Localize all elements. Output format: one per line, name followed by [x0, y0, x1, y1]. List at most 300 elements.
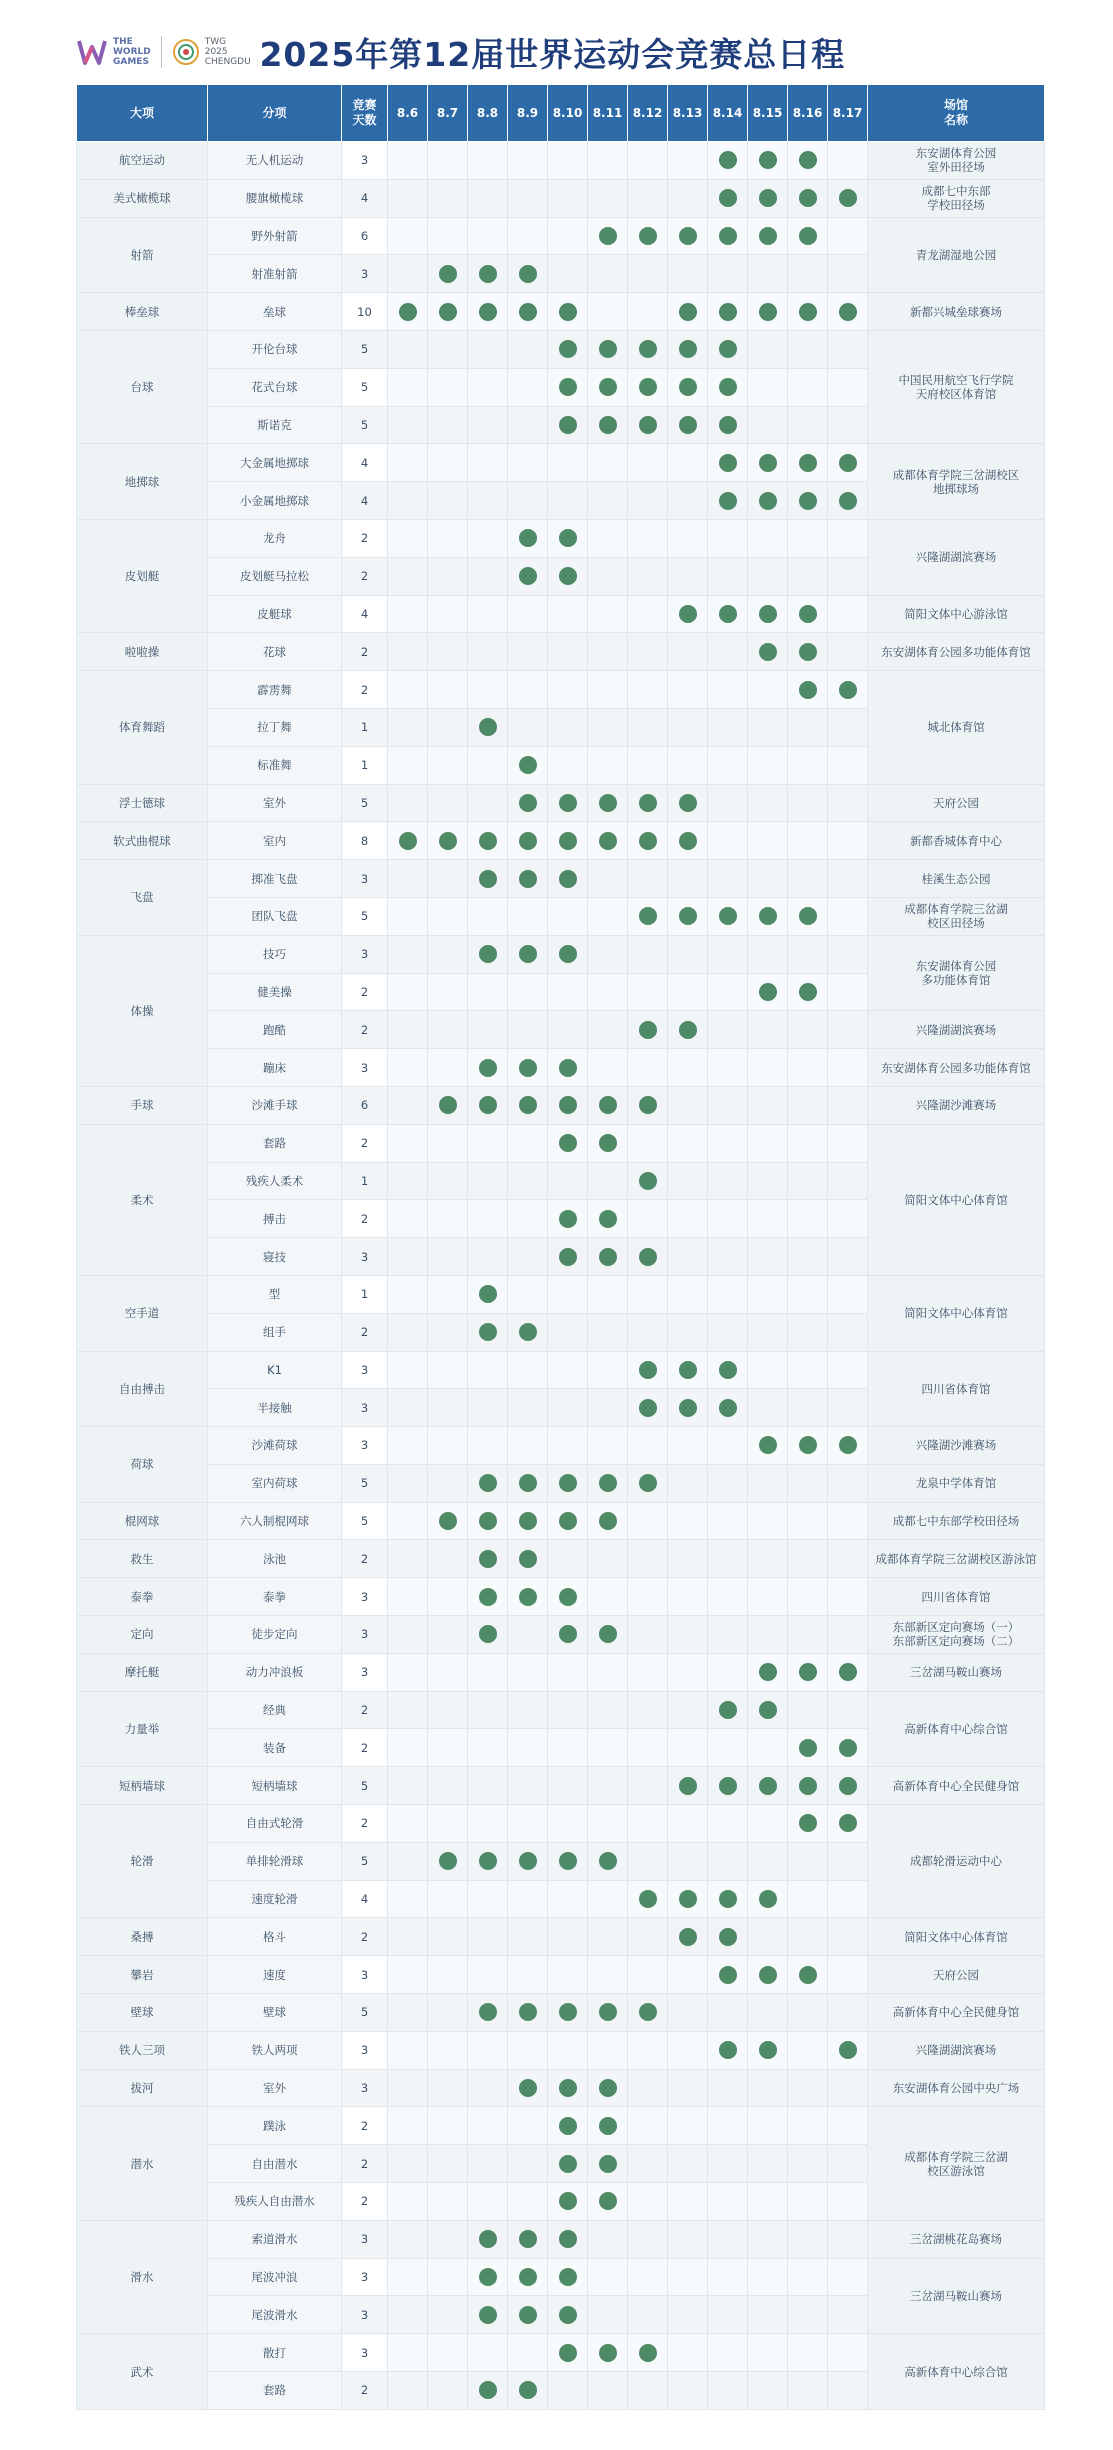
chengdu-logo-text [205, 37, 251, 67]
venue-line: 兴隆湖湖滨赛场 [915, 1022, 997, 1037]
date-cell [708, 1805, 748, 1843]
competition-day-dot-icon [639, 2003, 657, 2021]
competition-day-dot-icon [759, 454, 777, 472]
competition-day-dot-icon [679, 1928, 697, 1946]
competition-day-dot-icon [719, 303, 737, 321]
date-cell [828, 2107, 868, 2145]
date-cell [548, 142, 588, 180]
date-cell [628, 1805, 668, 1843]
date-cell [548, 897, 588, 935]
venue-name [868, 519, 1045, 595]
date-cell [748, 444, 788, 482]
date-cell [508, 293, 548, 331]
discipline-name: 型 [208, 1275, 342, 1313]
date-cell [588, 1691, 628, 1729]
date-cell [508, 1464, 548, 1502]
date-cell [508, 1691, 548, 1729]
venue-line: 室外田径场 [927, 160, 985, 175]
competition-day-dot-icon [479, 1625, 497, 1643]
date-cell [388, 671, 428, 709]
date-cell [748, 1427, 788, 1465]
date-cell [388, 444, 428, 482]
competition-day-dot-icon [639, 1361, 657, 1379]
competition-days: 4 [342, 179, 388, 217]
date-cell [588, 671, 628, 709]
date-cell [428, 1464, 468, 1502]
competition-day-dot-icon [639, 907, 657, 925]
date-cell [788, 2296, 828, 2334]
date-cell [788, 2069, 828, 2107]
competition-day-dot-icon [519, 1096, 537, 1114]
date-cell [388, 860, 428, 898]
date-cell [828, 822, 868, 860]
discipline-name: 室内 [208, 822, 342, 860]
date-cell [388, 1351, 428, 1389]
date-cell [748, 746, 788, 784]
competition-days: 2 [342, 1805, 388, 1843]
competition-days: 5 [342, 330, 388, 368]
venue-name [868, 595, 1045, 633]
sport-name: 射箭 [77, 217, 208, 293]
competition-day-dot-icon [759, 605, 777, 623]
date-cell [788, 1767, 828, 1805]
date-cell [388, 1842, 428, 1880]
date-cell [548, 2296, 588, 2334]
date-cell [508, 255, 548, 293]
date-cell [788, 1880, 828, 1918]
competition-day-dot-icon [599, 1096, 617, 1114]
date-cell [428, 444, 468, 482]
date-cell [788, 368, 828, 406]
date-cell [548, 746, 588, 784]
competition-day-dot-icon [479, 1474, 497, 1492]
competition-days: 4 [342, 595, 388, 633]
competition-day-dot-icon [679, 1021, 697, 1039]
date-cell [668, 1880, 708, 1918]
competition-day-dot-icon [559, 1512, 577, 1530]
competition-day-dot-icon [839, 189, 857, 207]
date-cell [668, 255, 708, 293]
date-cell [628, 1200, 668, 1238]
date-cell [428, 1540, 468, 1578]
date-cell [508, 2069, 548, 2107]
sport-name: 救生 [77, 1540, 208, 1578]
discipline-name: 健美操 [208, 973, 342, 1011]
date-cell [668, 179, 708, 217]
venue-line: 四川省体育馆 [921, 1589, 991, 1604]
competition-day-dot-icon [559, 2344, 577, 2362]
date-cell [748, 330, 788, 368]
date-cell [668, 897, 708, 935]
date-cell [668, 973, 708, 1011]
table-row [77, 1464, 1045, 1502]
date-cell [508, 1956, 548, 1994]
date-cell [668, 1956, 708, 1994]
date-cell [508, 1502, 548, 1540]
date-cell [588, 1200, 628, 1238]
date-cell [548, 1880, 588, 1918]
venue-line: 校区田径场 [927, 916, 985, 931]
competition-day-dot-icon [519, 832, 537, 850]
date-cell [548, 217, 588, 255]
date-cell [748, 368, 788, 406]
date-cell [668, 2296, 708, 2334]
competition-day-dot-icon [719, 1399, 737, 1417]
competition-days: 3 [342, 2031, 388, 2069]
competition-days: 2 [342, 2372, 388, 2410]
date-cell [828, 1805, 868, 1843]
date-cell [748, 557, 788, 595]
date-cell [388, 1691, 428, 1729]
date-cell [748, 2296, 788, 2334]
date-cell [468, 1880, 508, 1918]
logo-divider [161, 36, 162, 68]
competition-day-dot-icon [599, 832, 617, 850]
date-cell [428, 935, 468, 973]
discipline-name: 蹼泳 [208, 2107, 342, 2145]
venue-line: 成都体育学院三岔湖校区游泳馆 [875, 1551, 1037, 1566]
sport-name: 桑搏 [77, 1918, 208, 1956]
sport-name: 体育舞蹈 [77, 671, 208, 784]
date-cell [428, 1011, 468, 1049]
date-cell [708, 2069, 748, 2107]
date-cell [468, 2183, 508, 2221]
date-cell [828, 1238, 868, 1276]
date-cell [588, 406, 628, 444]
date-cell [588, 1540, 628, 1578]
venue-line: 成都体育学院三岔湖 [904, 2149, 1008, 2164]
date-cell [668, 822, 708, 860]
date-cell [788, 330, 828, 368]
date-cell [388, 557, 428, 595]
date-cell [788, 1238, 828, 1276]
table-row [77, 179, 1045, 217]
venue-name [868, 2258, 1045, 2334]
date-cell [708, 142, 748, 180]
date-cell [828, 633, 868, 671]
date-cell [548, 1200, 588, 1238]
competition-day-dot-icon [399, 303, 417, 321]
date-cell [788, 708, 828, 746]
competition-day-dot-icon [759, 1966, 777, 1984]
competition-days: 2 [342, 633, 388, 671]
date-cell [708, 595, 748, 633]
date-cell [628, 482, 668, 520]
date-cell [508, 482, 548, 520]
date-cell [588, 2183, 628, 2221]
date-cell [628, 2372, 668, 2410]
date-cell [468, 1389, 508, 1427]
date-cell [548, 293, 588, 331]
date-cell [548, 1767, 588, 1805]
competition-day-dot-icon [559, 2306, 577, 2324]
competition-days: 2 [342, 1124, 388, 1162]
competition-day-dot-icon [479, 2003, 497, 2021]
date-cell [708, 633, 748, 671]
date-cell [748, 1653, 788, 1691]
page-title: 2025年第12届世界运动会竞赛总日程 [259, 34, 846, 74]
date-cell [828, 330, 868, 368]
competition-day-dot-icon [559, 529, 577, 547]
date-cell [828, 1578, 868, 1616]
date-cell [668, 671, 708, 709]
header-days-line: 天数 [352, 113, 377, 127]
date-cell [788, 633, 828, 671]
competition-days: 2 [342, 1313, 388, 1351]
date-cell [748, 179, 788, 217]
date-cell [428, 255, 468, 293]
date-cell [468, 2145, 508, 2183]
date-cell [788, 671, 828, 709]
table-row [77, 519, 1045, 557]
date-cell [428, 1389, 468, 1427]
competition-day-dot-icon [559, 567, 577, 585]
date-cell [628, 330, 668, 368]
competition-days: 2 [342, 1540, 388, 1578]
date-cell [508, 1767, 548, 1805]
competition-days: 3 [342, 1389, 388, 1427]
chengdu-emblem-icon [172, 38, 200, 66]
date-cell [588, 1427, 628, 1465]
table-row [77, 2220, 1045, 2258]
date-cell [748, 1918, 788, 1956]
competition-day-dot-icon [439, 832, 457, 850]
date-cell [388, 519, 428, 557]
venue-line: 多功能体育馆 [921, 973, 991, 988]
date-cell [748, 2031, 788, 2069]
table-row [77, 1049, 1045, 1087]
venue-line: 高新体育中心综合馆 [904, 2364, 1008, 2379]
date-cell [708, 2107, 748, 2145]
sport-name: 航空运动 [77, 142, 208, 180]
date-cell [548, 255, 588, 293]
date-cell [748, 2372, 788, 2410]
competition-day-dot-icon [679, 416, 697, 434]
date-cell [708, 1653, 748, 1691]
date-cell [788, 179, 828, 217]
discipline-name: 套路 [208, 1124, 342, 1162]
date-cell [428, 1691, 468, 1729]
competition-day-dot-icon [679, 832, 697, 850]
date-cell [388, 1162, 428, 1200]
table-row [77, 2107, 1045, 2145]
competition-day-dot-icon [839, 1436, 857, 1454]
date-cell [668, 1200, 708, 1238]
date-cell [668, 217, 708, 255]
competition-day-dot-icon [799, 1777, 817, 1795]
date-cell [748, 595, 788, 633]
date-cell [428, 973, 468, 1011]
discipline-name: 自由潜水 [208, 2145, 342, 2183]
venue-line: 四川省体育馆 [921, 1381, 991, 1396]
competition-day-dot-icon [479, 2306, 497, 2324]
date-cell [628, 1162, 668, 1200]
sport-name: 棒垒球 [77, 293, 208, 331]
date-cell [788, 2183, 828, 2221]
date-cell [548, 708, 588, 746]
table-row [77, 217, 1045, 255]
competition-day-dot-icon [839, 1739, 857, 1757]
table-row [77, 671, 1045, 709]
date-cell [428, 2145, 468, 2183]
date-cell [828, 1086, 868, 1124]
date-cell [828, 2296, 868, 2334]
date-cell [628, 1653, 668, 1691]
sport-name: 地掷球 [77, 444, 208, 520]
date-cell [828, 2031, 868, 2069]
competition-days: 3 [342, 860, 388, 898]
date-cell [708, 822, 748, 860]
competition-day-dot-icon [719, 416, 737, 434]
competition-day-dot-icon [559, 1096, 577, 1114]
date-cell [468, 2372, 508, 2410]
competition-days: 3 [342, 1351, 388, 1389]
date-cell [668, 935, 708, 973]
competition-days: 2 [342, 1918, 388, 1956]
date-cell [708, 2372, 748, 2410]
competition-day-dot-icon [479, 870, 497, 888]
date-cell [588, 1956, 628, 1994]
date-cell [508, 1578, 548, 1616]
date-cell [588, 2031, 628, 2069]
date-cell [548, 1313, 588, 1351]
competition-day-dot-icon [759, 1777, 777, 1795]
date-cell [788, 2334, 828, 2372]
date-cell [628, 784, 668, 822]
date-cell [628, 1918, 668, 1956]
date-cell [548, 1616, 588, 1654]
date-cell [588, 330, 628, 368]
date-cell [428, 519, 468, 557]
date-cell [708, 1540, 748, 1578]
date-cell [708, 973, 748, 1011]
date-cell [468, 1238, 508, 1276]
date-cell [508, 746, 548, 784]
table-row [77, 1540, 1045, 1578]
competition-day-dot-icon [719, 378, 737, 396]
date-cell [748, 897, 788, 935]
discipline-name: 壁球 [208, 1994, 342, 2032]
date-cell [708, 784, 748, 822]
date-cell [748, 1124, 788, 1162]
competition-day-dot-icon [559, 2117, 577, 2135]
venue-line: 简阳文体中心游泳馆 [904, 606, 1008, 621]
venue-line: 学校田径场 [927, 198, 985, 213]
header-days [342, 85, 388, 142]
venue-line: 成都体育学院三岔湖校区 [892, 467, 1020, 482]
date-cell [548, 1918, 588, 1956]
date-cell [788, 2258, 828, 2296]
sport-name: 轮滑 [77, 1805, 208, 1918]
date-cell [468, 330, 508, 368]
date-cell [748, 1351, 788, 1389]
date-cell [508, 1275, 548, 1313]
venue-line: 成都轮滑运动中心 [910, 1854, 1002, 1869]
date-cell [748, 1275, 788, 1313]
date-cell [628, 1842, 668, 1880]
date-cell [628, 746, 668, 784]
date-cell [388, 255, 428, 293]
date-cell [828, 1011, 868, 1049]
date-cell [508, 2296, 548, 2334]
date-cell [388, 2183, 428, 2221]
venue-name [868, 935, 1045, 1011]
sport-name: 力量举 [77, 1691, 208, 1767]
table-row [77, 860, 1045, 898]
date-cell [748, 1616, 788, 1654]
date-cell [708, 179, 748, 217]
date-cell [588, 2296, 628, 2334]
date-cell [548, 860, 588, 898]
discipline-name: 搏击 [208, 1200, 342, 1238]
date-cell [748, 671, 788, 709]
date-cell [428, 2107, 468, 2145]
competition-days: 2 [342, 1011, 388, 1049]
competition-days: 2 [342, 1729, 388, 1767]
date-cell [548, 1540, 588, 1578]
table-row [77, 1691, 1045, 1729]
date-cell [428, 1880, 468, 1918]
date-cell [508, 1729, 548, 1767]
discipline-name: 短柄墙球 [208, 1767, 342, 1805]
date-cell [708, 2258, 748, 2296]
date-cell [628, 2145, 668, 2183]
date-cell [428, 217, 468, 255]
date-cell [388, 1880, 428, 1918]
competition-day-dot-icon [519, 794, 537, 812]
date-cell [748, 217, 788, 255]
date-cell [748, 2183, 788, 2221]
date-cell [468, 1616, 508, 1654]
competition-day-dot-icon [639, 1248, 657, 1266]
date-cell [548, 330, 588, 368]
date-cell [828, 671, 868, 709]
date-cell [668, 1502, 708, 1540]
date-cell [388, 2107, 428, 2145]
discipline-name: 花式台球 [208, 368, 342, 406]
table-row [77, 142, 1045, 180]
date-cell [548, 1994, 588, 2032]
date-cell [388, 822, 428, 860]
date-cell [548, 557, 588, 595]
discipline-name: 开伦台球 [208, 330, 342, 368]
venue-name [868, 633, 1045, 671]
date-cell [548, 179, 588, 217]
discipline-name: 格斗 [208, 1918, 342, 1956]
date-cell [468, 1162, 508, 1200]
date-cell [508, 1389, 548, 1427]
discipline-name: 大金属地掷球 [208, 444, 342, 482]
competition-days: 5 [342, 1767, 388, 1805]
competition-day-dot-icon [519, 2268, 537, 2286]
date-cell [588, 2258, 628, 2296]
date-cell [748, 1805, 788, 1843]
venue-name [868, 1502, 1045, 1540]
date-cell [388, 897, 428, 935]
venue-line: 东安湖体育公园 [915, 959, 997, 974]
date-cell [588, 293, 628, 331]
competition-day-dot-icon [639, 1021, 657, 1039]
date-cell [508, 1805, 548, 1843]
header-date: 8.9 [508, 85, 548, 142]
competition-day-dot-icon [559, 794, 577, 812]
date-cell [748, 2220, 788, 2258]
competition-days: 3 [342, 1427, 388, 1465]
date-cell [748, 708, 788, 746]
discipline-name: 沙滩荷球 [208, 1427, 342, 1465]
venue-name [868, 2220, 1045, 2258]
competition-day-dot-icon [519, 529, 537, 547]
